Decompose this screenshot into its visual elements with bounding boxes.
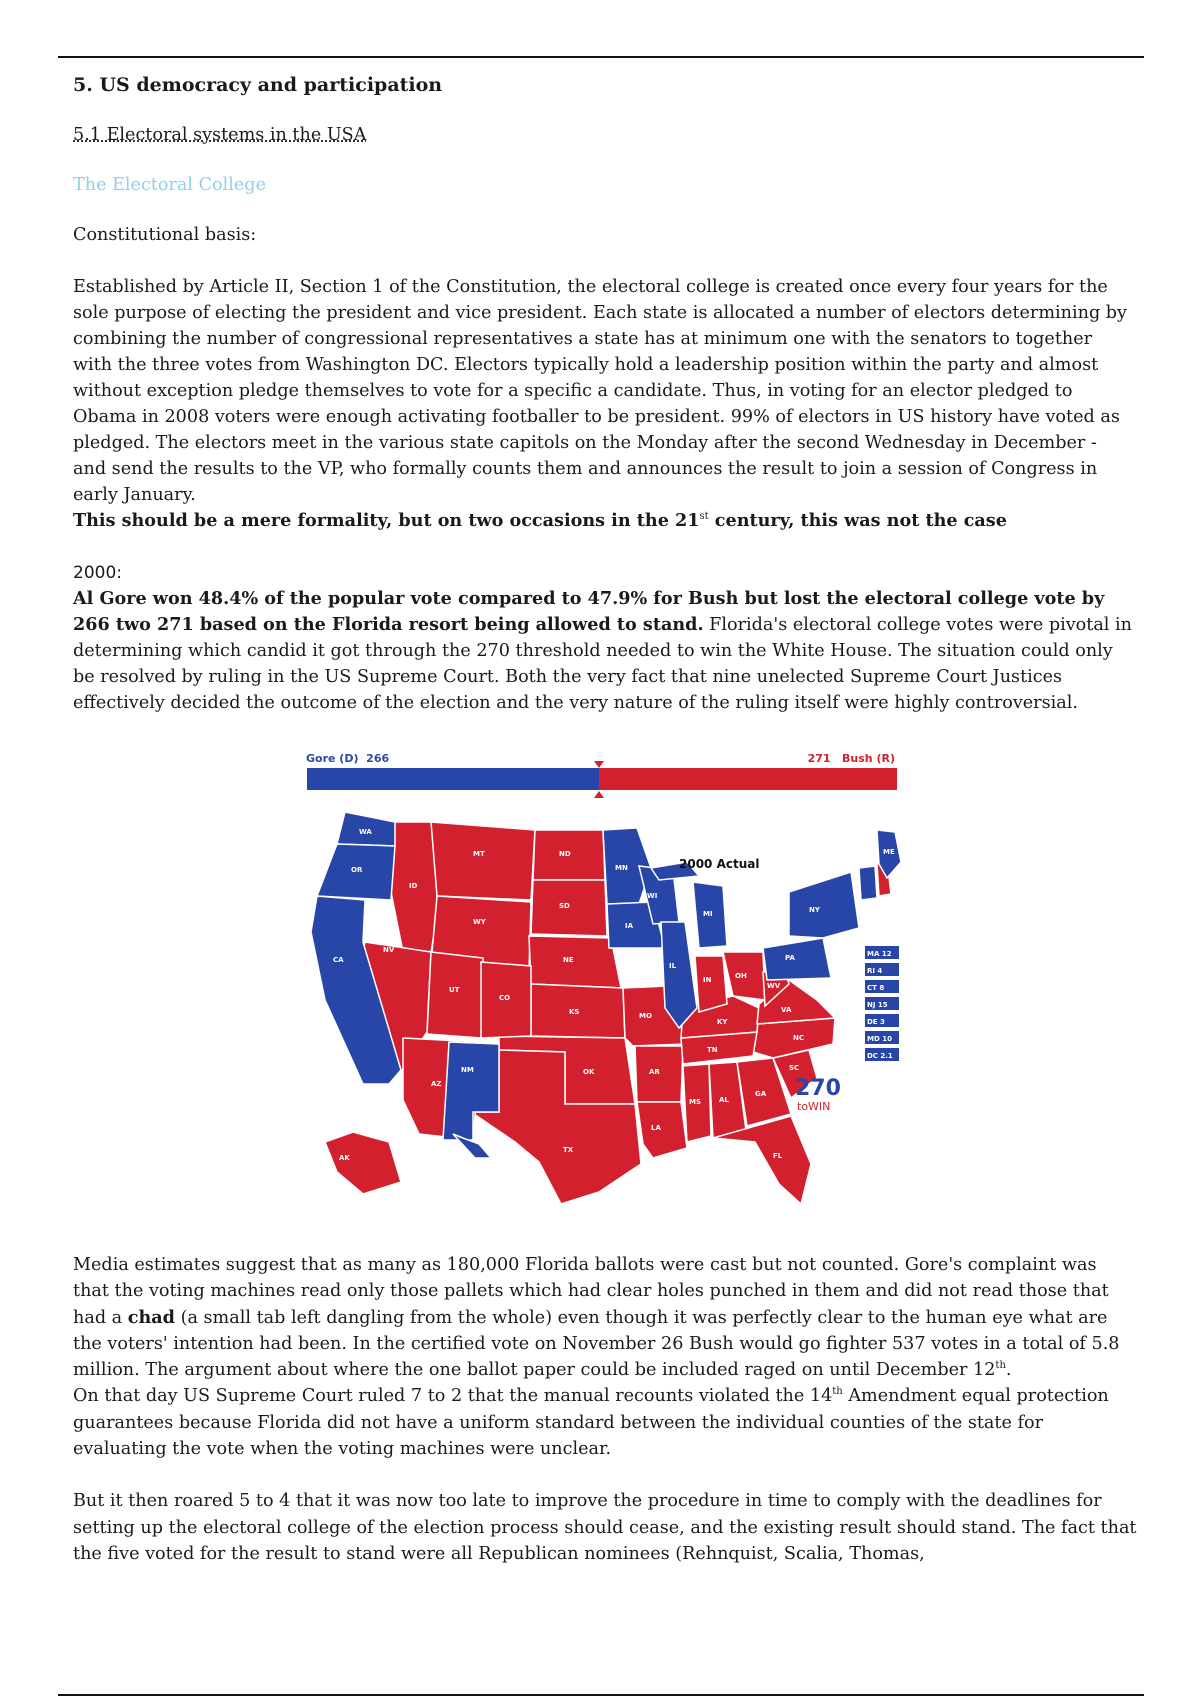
label-wi: WI [647,892,658,900]
state-vt [859,866,877,900]
gore-bar-segment [307,768,599,790]
label-ms: MS [689,1098,702,1106]
logo-270: 270 [795,1076,841,1101]
document-body [73,68,1133,716]
small-state-label-ct: CT 8 [867,984,885,992]
logo-towin: toWIN [797,1100,831,1113]
constitutional-basis-label: Constitutional basis: [73,225,257,245]
label-oh: OH [735,972,747,980]
label-la: LA [651,1124,661,1132]
map-title: 2000 Actual [679,857,760,871]
florida-section [73,1252,1138,1567]
state-in [695,956,727,1012]
year-2000-text: Florida's electoral college votes were pivotal in determining which candid it got through the 270 threshold needed to win the White House. The situation could only be resolved by ruling in the US Supreme Court. Both the very fact that nine unelected Supreme Court Justices effectively decided the outcome of the election and the very nature of the ruling itself were highly controversial. [73,615,1132,713]
florida-p1-text-c: . [1005,1360,1012,1381]
electoral-vote-bar [307,768,897,790]
year-2000-bold: Al Gore won 48.4% of the popular vote compared to 47.9% for Bush but lost the electoral college vote by 266 two 271 based on the Florida resort being allowed to stand. [73,588,1105,635]
label-va: VA [781,1006,792,1014]
threshold-marker-top [594,761,604,768]
label-sd: SD [559,902,570,910]
label-il: IL [669,962,677,970]
year-2000-label: 2000: [73,563,122,583]
label-mi: MI [703,910,713,918]
label-me: ME [883,848,895,856]
label-ut: UT [449,986,460,994]
year-2000-paragraph [73,586,1133,716]
label-ky: KY [717,1018,728,1026]
label-pa: PA [785,954,795,962]
label-nd: ND [559,850,571,858]
label-co: CO [499,994,511,1002]
state-mt [431,822,535,900]
small-state-label-ma: MA 12 [867,950,892,958]
state-la [637,1102,687,1158]
label-fl: FL [773,1152,783,1160]
intro-bold-line [73,508,1133,534]
label-ny: NY [809,906,820,914]
florida-p1-sup: th [995,1360,1006,1372]
state-pa [763,938,831,980]
label-tn: TN [707,1046,718,1054]
florida-p1-text-b: (a small tab left dangling from the whole) even though it was perfectly clear to the human eye what are the voters' intention had been. In the certified vote on November 26 Bush would go fighter 537 votes in a total of 5.8 million. The argument about where the one ballot paper could be included raged on until December 12 [73,1307,1120,1381]
intro-bold-tail: century, this was not the case [708,510,1007,531]
florida-p2-sup: th [832,1386,843,1398]
label-ga: GA [755,1090,767,1098]
label-ok: OK [583,1068,595,1076]
label-id: ID [409,882,418,890]
florida-paragraph-3: But it then roared 5 to 4 that it was now too late to improve the procedure in time to comply with the deadlines for setting up the electoral college of the election process should cease, and the existing result should stand. The fact that the five voted for the result to stand were all Republican nominees (Rehnquist, Scalia, Thomas, [73,1491,1137,1564]
label-ak: AK [339,1154,350,1162]
section-heading: The Electoral College [73,175,266,195]
chapter-heading: 5. US democracy and participation [73,74,443,96]
subheading: 5.1 Electoral systems in the USA [73,125,367,145]
label-ar: AR [649,1068,660,1076]
label-az: AZ [431,1080,442,1088]
bush-label [808,752,895,765]
label-wy: WY [473,918,486,926]
us-state-map [303,812,901,1204]
florida-paragraph-1 [73,1252,1138,1383]
florida-p2-text-a: On that day US Supreme Court ruled 7 to 2 that the manual recounts violated the 14 [73,1386,833,1407]
small-state-label-md: MD 10 [867,1035,892,1043]
florida-p1-text-a: Media estimates suggest that as many as 180,000 Florida ballots were cast but not counted. Gore's complaint was that the voting machines read only those pallets which had clear holes punched in them and did not read those that had a [73,1255,1109,1328]
florida-paragraph-2 [73,1383,1138,1462]
label-mt: MT [473,850,485,858]
label-in: IN [703,976,712,984]
label-nc: NC [793,1034,804,1042]
label-wa: WA [359,828,372,836]
bush-votes: 271 [807,752,831,765]
label-ne: NE [563,956,574,964]
state-ne [529,936,621,988]
label-tx: TX [563,1146,574,1154]
label-ca: CA [333,956,344,964]
chad-term: chad [127,1306,175,1328]
bush-name: Bush (R) [842,752,895,765]
small-state-label-dc: DC 2.1 [867,1052,893,1060]
state-ut [427,952,483,1038]
intro-paragraph: Established by Article II, Section 1 of the Constitution, the electoral college is created once every four years for the sole purpose of electing the president and vice president. Each state is allocated a number of electors determining by combining the number of congressional representatives a state has at minimum one with the senators to together with the three votes from Washington DC. Electors typically hold a leadership position within the party and almost without exception pledge themselves to vote for a specific a candidate. Thus, in voting for an elector pledged to Obama in 2008 voters were enough activating footballer to be president. 99% of electors in US history have voted as pledged. The electors meet in the various state capitols on the Monday after the second Wednesday in December - and send the results to the VP, who formally counts them and announces the result to join a session of Congress in early January. [73,277,1128,505]
electoral-map-figure [303,752,901,1204]
florida-p2-text-b: Amendment equal protection guarantees because Florida did not have a uniform standard between the individual counties of the state for evaluating the vote when the voting machines were unclear. [73,1386,1109,1460]
intro-bold-sup: st [699,511,709,523]
label-mn: MN [615,864,628,872]
label-sc: SC [789,1064,800,1072]
label-wv: WV [767,982,781,990]
gore-votes: 266 [366,752,390,765]
small-state-legend [865,946,899,1061]
label-or: OR [351,866,363,874]
gore-label [306,752,389,765]
label-ks: KS [569,1008,580,1016]
gore-name: Gore (D) [306,752,359,765]
bottom-rule [58,1694,1144,1696]
bush-bar-segment [599,768,897,790]
state-ak [325,1132,401,1194]
top-rule [58,56,1144,58]
label-al: AL [719,1096,729,1104]
small-state-label-de: DE 3 [867,1018,885,1026]
label-nv: NV [383,946,395,954]
label-ia: IA [625,922,634,930]
label-nm: NM [461,1066,474,1074]
threshold-marker-bottom [594,791,604,798]
label-mo: MO [639,1012,652,1020]
state-ny [789,872,859,938]
small-state-label-ri: RI 4 [867,967,883,975]
small-state-label-nj: NJ 15 [867,1001,888,1009]
intro-bold-text: This should be a mere formality, but on two occasions in the 21 [73,510,700,531]
